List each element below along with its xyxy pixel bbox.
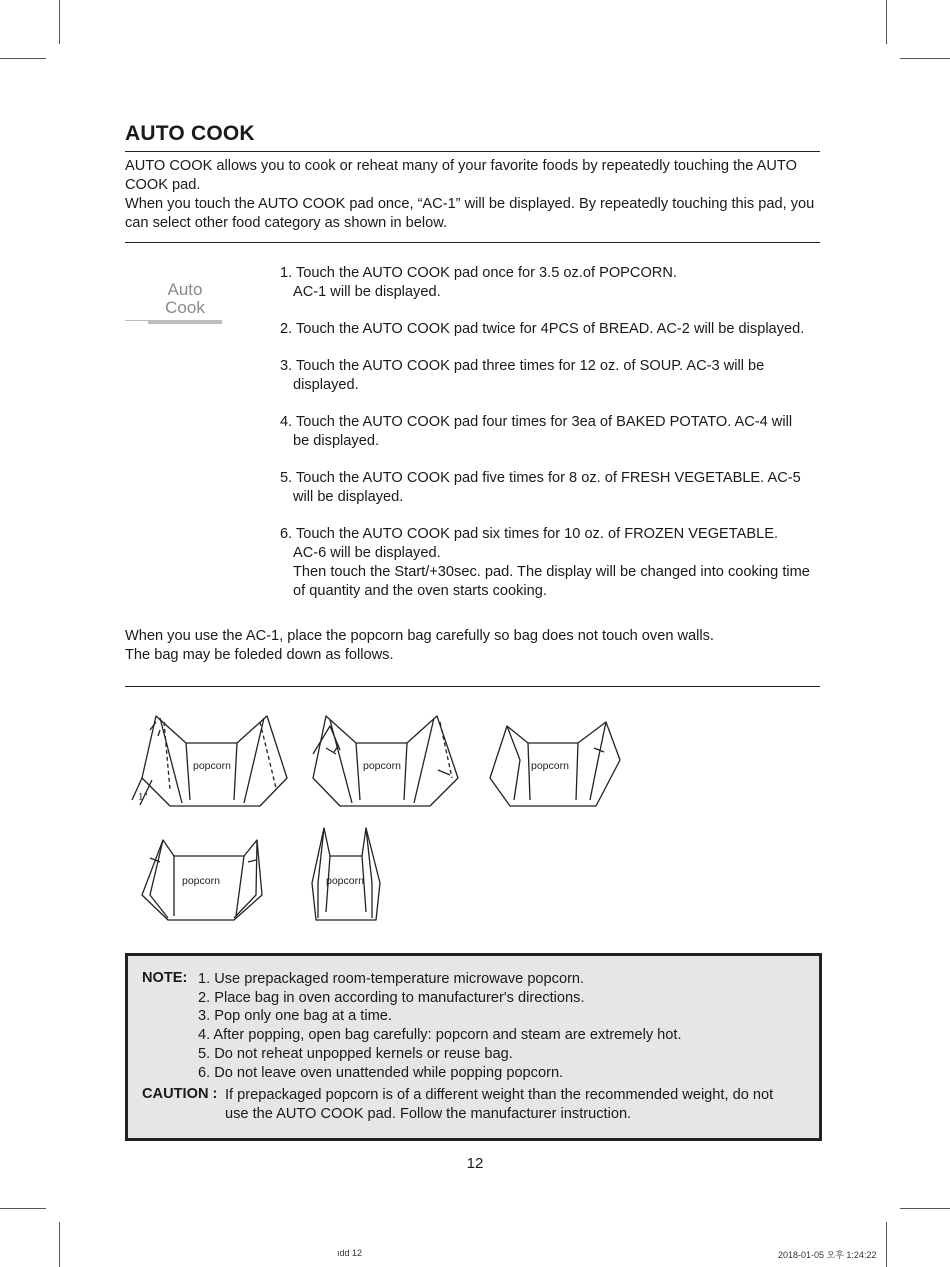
note-item: 1. Use prepackaged room-temperature microwave popcorn. [198,971,585,987]
intro-paragraph: When you touch the AUTO COOK pad once, “AC-1” will be displayed. By repeatedly touching this pad, you can select other food category as shown in below. [125,196,815,231]
page-title: AUTO COOK [125,122,255,145]
pad-label-line: Auto [167,280,203,299]
bag-label: popcorn [531,760,569,772]
note-item: 6. Do not leave oven unattended while popping popcorn. [198,1064,564,1081]
caution-text [225,1086,805,1124]
step-text: AC-1 will be displayed. [293,284,441,300]
bag-note-line: The bag may be foleded down as follows. [125,647,394,663]
intro-paragraph: AUTO COOK allows you to cook or reheat many of your favorite foods by repeatedly touching the AUTO COOK pad. [125,158,797,193]
step-text: 2. Touch the AUTO COOK pad twice for 4PCS of BREAD. AC-2 will be displayed. [280,321,805,337]
step-text: AC-6 will be displayed. [293,545,441,561]
page-number: 12 [466,1155,484,1172]
pad-label-line: Cook [165,298,205,317]
fold-step-5-illustration [312,828,380,920]
note-item: 3. Pop only one bag at a time. [198,1008,392,1025]
bag-label: popcorn [193,760,231,772]
step-text: Then touch the Start/+30sec. pad. The display will be changed into cooking time [293,564,810,580]
step-text: will be displayed. [293,489,404,505]
step-text: 4. Touch the AUTO COOK pad four times for 3ea of BAKED POTATO. AC-4 will [280,414,793,430]
bag-label: popcorn [182,875,220,887]
footer-file-label: ıdd 12 [337,1248,363,1258]
fold-measure-label: 1" [138,793,148,803]
step-text: 5. Touch the AUTO COOK pad five times for 8 oz. of FRESH VEGETABLE. AC-5 [280,470,801,486]
step-text: be displayed. [293,433,380,449]
note-box [125,953,822,1141]
note-item: 4. After popping, open bag carefully: popcorn and steam are extremely hot. [198,1027,682,1044]
step-text: 1. Touch the AUTO COOK pad once for 3.5 oz.of POPCORN. [280,265,677,281]
bag-note-line: When you use the AC-1, place the popcorn bag carefully so bag does not touch oven walls. [125,628,714,644]
footer-timestamp: 2018-01-05 오후 1:24:22 [778,1250,877,1260]
note-label: NOTE: [142,970,188,986]
note-item: 2. Place bag in oven according to manufacturer's directions. [198,989,585,1006]
caution-line: use the AUTO COOK pad. Follow the manufacturer instruction. [225,1106,632,1122]
note-list [198,970,682,1082]
note-item: 5. Do not reheat unpopped kernels or reuse bag. [198,1045,513,1062]
caution-label: CAUTION : [142,1086,218,1102]
step-text: displayed. [293,377,359,393]
bag-label: popcorn [363,760,401,772]
bag-label: popcorn [326,875,364,887]
caution-line: If prepackaged popcorn is of a different weight than the recommended weight, do not [225,1087,774,1103]
step-text: 6. Touch the AUTO COOK pad six times for 10 oz. of FROZEN VEGETABLE. [280,526,778,542]
step-text: of quantity and the oven starts cooking. [293,583,547,599]
step-text: 3. Touch the AUTO COOK pad three times for 12 oz. of SOUP. AC-3 will be [280,358,765,374]
